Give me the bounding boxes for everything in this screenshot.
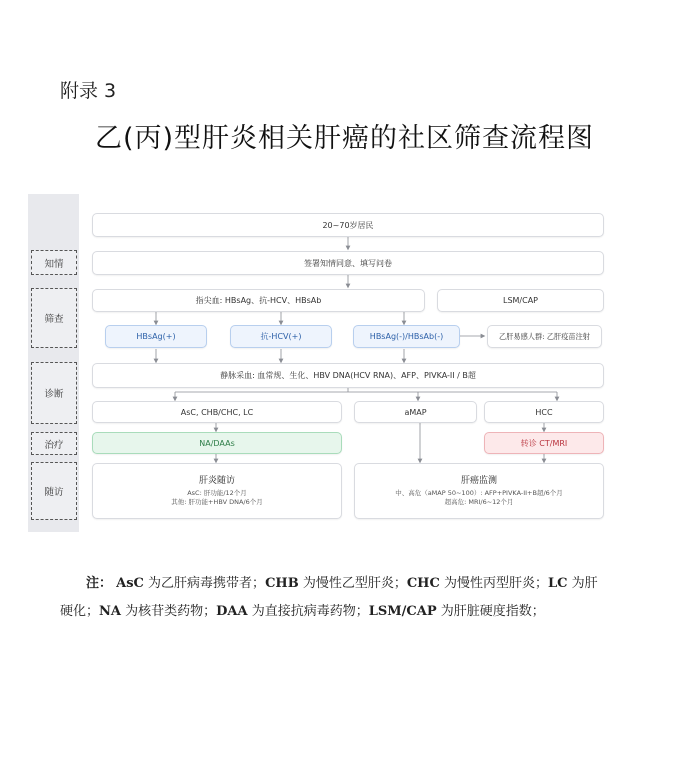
abbr-asc: AsC [116, 576, 144, 591]
hepatitis-followup-line-1: AsC: 肝功能/12个月 [187, 489, 247, 498]
def-lsm-cap: 为肝脏硬度指数； [436, 604, 545, 619]
node-anti-hcv-positive: 抗-HCV(+) [230, 325, 332, 348]
def-daa: 为直接抗病毒药物； [247, 604, 369, 619]
node-hepatitis-followup [92, 463, 342, 519]
hepatitis-followup-line-2: 其他: 肝功能+HBV DNA/6个月 [171, 498, 263, 507]
node-treat-refer-ct-mri: 转诊 CT/MRI [484, 432, 604, 454]
liver-monitoring-line-1: 中、高危（aMAP 50~100）: AFP+PIVKA-II+B超/6个月 [395, 489, 563, 498]
hepatitis-followup-title: 肝炎随访 [198, 476, 235, 487]
node-hbv-vaccine: 乙肝易感人群: 乙肝疫苗注射 [487, 325, 602, 348]
stage-diagnose: 诊断 [31, 362, 77, 424]
node-liver-cancer-monitoring [354, 463, 604, 519]
def-chc: 为慢性丙型肝炎； [439, 576, 548, 591]
node-consent: 签署知情同意、填写问卷 [92, 251, 604, 275]
footnote-line-1 [60, 572, 630, 591]
node-diag-asc-chb-lc: AsC, CHB/CHC, LC [92, 401, 342, 423]
node-residents: 20~70岁居民 [92, 213, 604, 237]
abbr-daa: DAA [216, 604, 248, 619]
def-lc-end: 硬化； [60, 604, 100, 619]
abbr-lsm-cap: LSM/CAP [368, 604, 437, 619]
node-hbsag-positive: HBsAg(+) [105, 325, 207, 348]
stage-screen: 筛查 [31, 288, 77, 348]
appendix-label: 附录 3 [60, 80, 117, 102]
def-na: 为核苷类药物； [121, 604, 217, 619]
stage-followup: 随访 [31, 462, 77, 520]
node-fingertip-blood: 指尖血: HBsAg、抗-HCV、HBsAb [92, 289, 425, 312]
liver-monitoring-line-2: 超高危: MRI/6~12个月 [444, 498, 514, 507]
def-lc-start: 为肝 [567, 576, 598, 591]
stage-inform: 知情 [31, 250, 77, 275]
def-asc: 为乙肝病毒携带者； [143, 576, 266, 591]
node-diag-hcc: HCC [484, 401, 604, 423]
flowchart [28, 194, 614, 532]
footnote-line-2 [60, 600, 630, 619]
page-title: 乙(丙)型肝炎相关肝癌的社区筛查流程图 [94, 123, 595, 154]
node-diag-amap: aMAP [354, 401, 477, 423]
node-lsm-cap: LSM/CAP [437, 289, 604, 312]
node-venous-blood: 静脉采血: 血常规、生化、HBV DNA(HCV RNA)、AFP、PIVKA-II / B超 [92, 363, 604, 388]
abbr-na: NA [99, 604, 121, 619]
node-treat-na-daas: NA/DAAs [92, 432, 342, 454]
footnote-lead: 注： [86, 576, 113, 591]
abbr-lc: LC [547, 576, 568, 591]
footnote-line-1-content [112, 576, 598, 591]
abbr-chc: CHC [406, 576, 440, 591]
stage-treat: 治疗 [31, 432, 77, 455]
liver-monitoring-title: 肝癌监测 [460, 476, 497, 487]
node-double-negative: HBsAg(-)/HBsAb(-) [353, 325, 460, 348]
abbr-chb: CHB [265, 576, 299, 591]
def-chb: 为慢性乙型肝炎； [298, 576, 407, 591]
